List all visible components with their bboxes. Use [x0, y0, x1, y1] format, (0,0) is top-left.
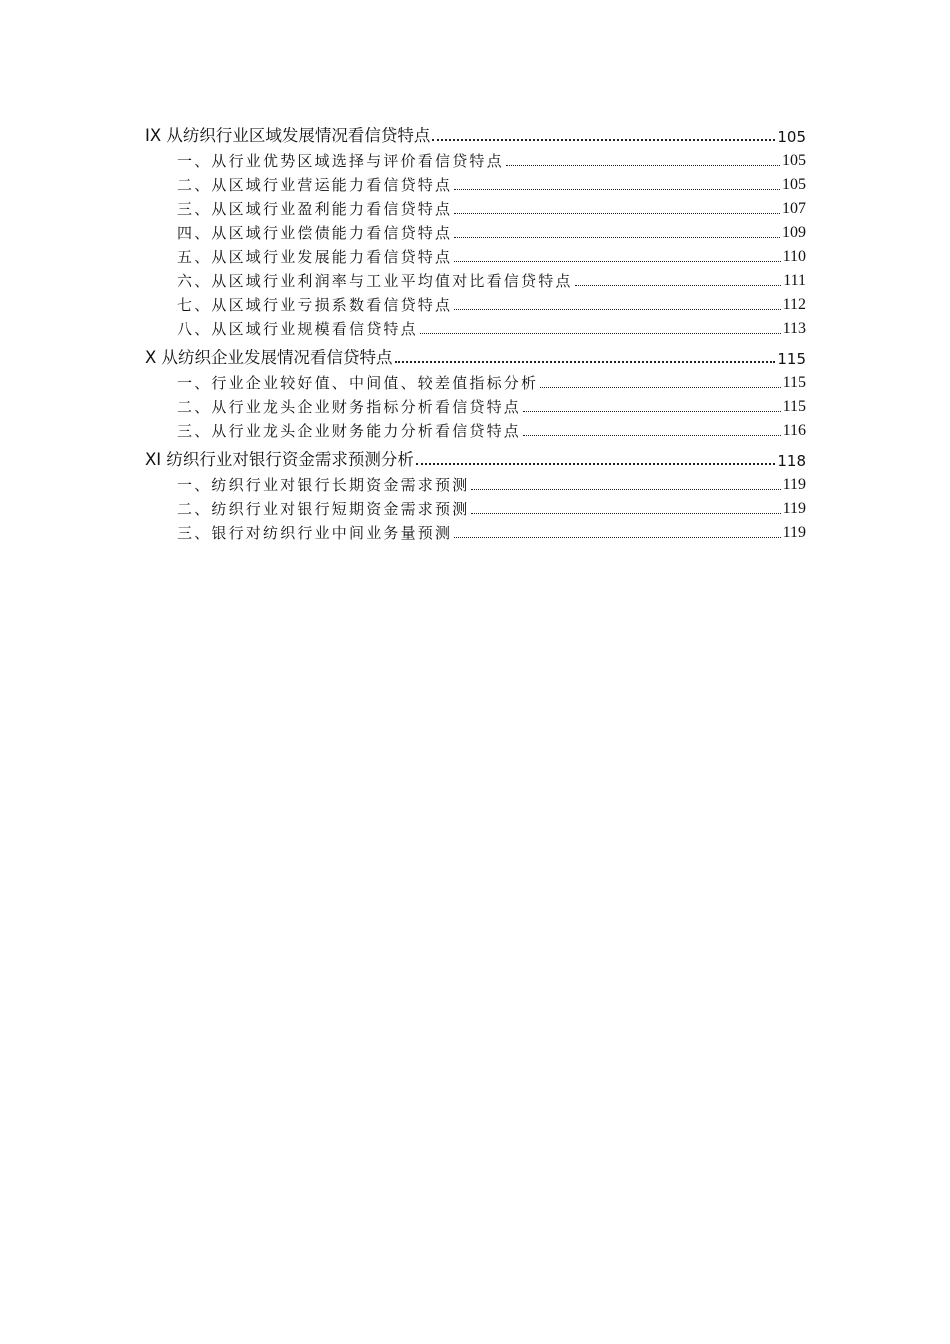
toc-section-heading[interactable] [145, 338, 806, 368]
dot-leader [506, 155, 780, 166]
toc-entry-title: 八、从区域行业规模看信贷特点 [177, 320, 418, 338]
toc-section-heading[interactable] [145, 440, 806, 470]
toc-entry[interactable] [145, 314, 806, 338]
toc-section-title: X 从纺织企业发展情况看信贷特点 [145, 348, 393, 368]
toc-entry[interactable] [145, 494, 806, 518]
toc-page-number: 118 [777, 452, 806, 470]
toc-page-number: 115 [777, 350, 806, 368]
toc-section-title: XI 纺织行业对银行资金需求预测分析 [145, 450, 414, 470]
dot-leader [575, 275, 782, 286]
toc-entry-title: 一、纺织行业对银行长期资金需求预测 [177, 476, 470, 494]
toc-entry-title: 三、银行对纺织行业中间业务量预测 [177, 524, 453, 542]
toc-entry[interactable] [145, 218, 806, 242]
toc-page-number: 109 [782, 223, 806, 241]
table-of-contents [145, 122, 806, 542]
toc-entry-title: 一、从行业优势区域选择与评价看信贷特点 [177, 152, 504, 170]
toc-section-title: IX 从纺织行业区域发展情况看信贷特点 [145, 126, 431, 146]
dot-leader [416, 453, 775, 465]
dot-leader [395, 351, 776, 363]
toc-page-number: 116 [782, 421, 806, 439]
toc-entry-title: 六、从区域行业利润率与工业平均值对比看信贷特点 [177, 272, 573, 290]
toc-entry-title: 三、从行业龙头企业财务能力分析看信贷特点 [177, 422, 522, 440]
toc-entry[interactable] [145, 290, 806, 314]
toc-page-number: 119 [782, 499, 806, 517]
toc-entry[interactable] [145, 266, 806, 290]
toc-page-number: 111 [783, 271, 806, 289]
toc-entry[interactable] [145, 392, 806, 416]
toc-page-number: 107 [782, 199, 806, 217]
dot-leader [471, 479, 780, 490]
toc-page-number: 105 [782, 151, 806, 169]
toc-page-number: 113 [782, 319, 806, 337]
dot-leader [523, 425, 781, 436]
toc-entry-title: 二、从行业龙头企业财务指标分析看信贷特点 [177, 398, 522, 416]
dot-leader [454, 179, 780, 190]
dot-leader [540, 377, 780, 388]
toc-entry-title: 七、从区域行业亏损系数看信贷特点 [177, 296, 453, 314]
toc-entry-title: 四、从区域行业偿债能力看信贷特点 [177, 224, 453, 242]
toc-entry[interactable] [145, 146, 806, 170]
toc-page-number: 110 [782, 247, 806, 265]
toc-entry[interactable] [145, 470, 806, 494]
dot-leader [432, 129, 775, 141]
toc-page-number: 105 [782, 175, 806, 193]
toc-page-number: 105 [777, 128, 806, 146]
dot-leader [454, 203, 780, 214]
toc-page-number: 119 [782, 475, 806, 493]
dot-leader [420, 323, 781, 334]
toc-entry-title: 五、从区域行业发展能力看信贷特点 [177, 248, 453, 266]
toc-entry[interactable] [145, 368, 806, 392]
toc-page-number: 115 [782, 373, 806, 391]
toc-page-number: 119 [782, 523, 806, 541]
toc-entry-title: 二、纺织行业对银行短期资金需求预测 [177, 500, 470, 518]
dot-leader [454, 227, 780, 238]
toc-entry[interactable] [145, 194, 806, 218]
toc-entry-title: 三、从区域行业盈利能力看信贷特点 [177, 200, 453, 218]
dot-leader [471, 503, 780, 514]
dot-leader [454, 527, 780, 538]
dot-leader [454, 299, 780, 310]
toc-section-heading[interactable] [145, 122, 806, 146]
toc-entry[interactable] [145, 416, 806, 440]
toc-page-number: 112 [782, 295, 806, 313]
toc-entry[interactable] [145, 170, 806, 194]
toc-entry-title: 二、从区域行业营运能力看信贷特点 [177, 176, 453, 194]
dot-leader [523, 401, 781, 412]
dot-leader [454, 251, 780, 262]
toc-page-number: 115 [782, 397, 806, 415]
toc-entry[interactable] [145, 242, 806, 266]
toc-entry-title: 一、行业企业较好值、中间值、较差值指标分析 [177, 374, 539, 392]
toc-entry[interactable] [145, 518, 806, 542]
